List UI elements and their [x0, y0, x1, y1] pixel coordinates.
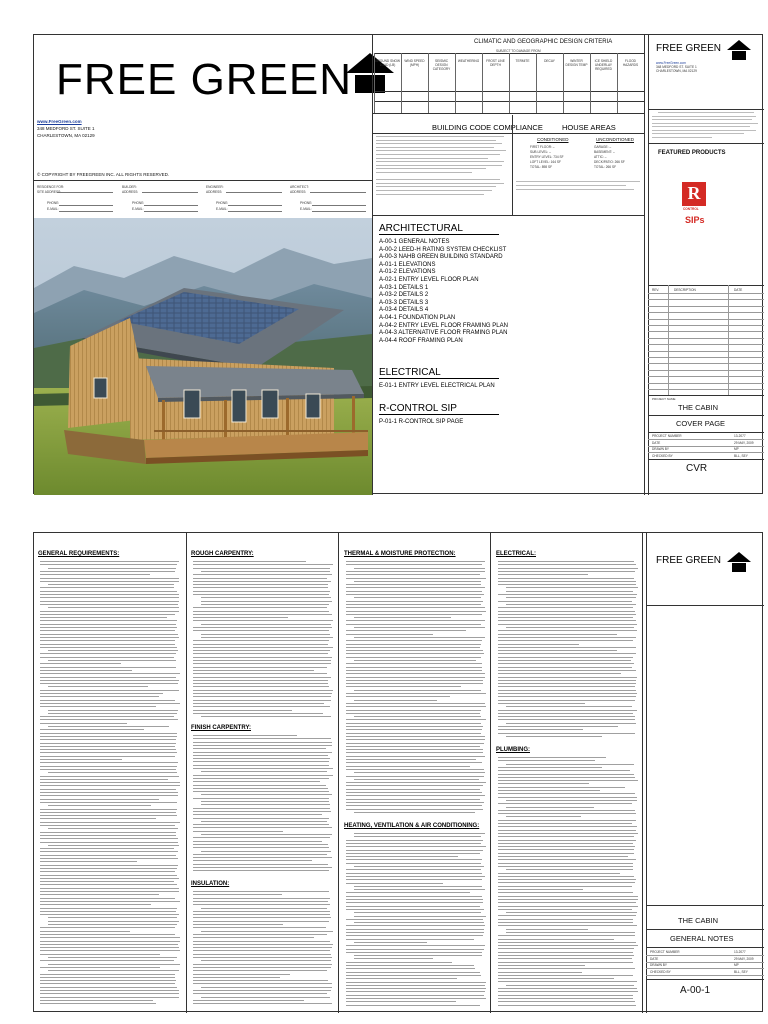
contact-label: ENGINEER: — [206, 185, 224, 189]
conditioned-row: SUB LEVEL: – — [530, 150, 551, 154]
titleblock-brand: FREE GREEN — [656, 43, 722, 54]
titleblock-house-icon — [726, 39, 752, 61]
sheet-title: COVER PAGE — [676, 419, 726, 428]
general-requirements-title: GENERAL REQUIREMENTS: — [38, 551, 120, 557]
climate-col-header: WINTER DESIGN TEMP — [565, 59, 588, 67]
conditioned-label: CONDITIONED — [537, 137, 569, 142]
notes-project-title: THE CABIN — [678, 916, 719, 925]
rough-carpentry-title: ROUGH CARPENTRY: — [191, 551, 254, 557]
index-item: P-01-1 R-CONTROL SIP PAGE — [379, 419, 464, 425]
meta-value: MP — [734, 963, 739, 967]
email-label: E-MAIL: — [300, 207, 312, 211]
climate-col-header: WIND SPEED (MPH) — [404, 59, 425, 67]
contact-sublabel: ADDRESS: — [290, 190, 307, 194]
rcontrol-logo: R — [682, 182, 706, 206]
phone-label: PHONE: — [300, 201, 313, 205]
contact-label: RESIDENCE FOR: — [37, 185, 65, 189]
meta-label: DATE — [650, 956, 659, 961]
meta-value: 29 MAY, 2009 — [734, 440, 754, 445]
cover-sheet: FREE GREEN www.FreeGreen.com 348 MEDFORD ST. SUITE 1 CHARLESTOWN, MA 02129 © COPYRIGHT BY FREEGREEN INC. ALL RIGHTS RESERVED. RESIDENCE FOR: SITE ADDRESS: PHONE: E-MAIL: BUILDER: ADDRESS: PHONE: E-MAIL: ENGINEER: ADDRESS: PHONE: E-MAIL: ARCHITECT: ADDRESS: PHONE: E-MAIL: CLIMATIC AND GEOGRAPHIC DESIGN CRITERIA SUBJECT TO DAMAGE FROM GROUND SNOW LOAD (LB) WIND SPEED (MPH) SEISMIC DESIGN CATEGORY WEATHERING FROST LINE DEPTH TERMITE DECAY WINTER DESIGN TEMP ICE SHIELD UNDERLAY REQUIRED FLOOD HAZARDS BUILDING CODE COMPLIANCE HOUSE AREAS CONDITIONED UNCONDITIONED FIRST FLOOR: – SUB LEVEL: – ENTRY LEVEL: 734 SF LOFT LEVEL: 164 SF TOTAL: 898 SF GARAGE: – BASEMENT: – ATTIC: – DECK/PATIO: 266 SF TOTAL: 266 SF ARCHITECTURAL A-00-1 GENERAL NOTES A-00-2 LEED-H RATING SYSTEM CHECKLIST A-00-3 NAHB GREEN BUILDING STANDARD A-01-1 ELEVATIONS A-01-2 ELEVATIONS A-02-1 ENTRY LEVEL FLOOR PLAN A-03-1 DETAILS 1 A-03-2 DETAILS 2 A-03-3 DETAILS 3 A-03-4 DETAILS 4 A-04-1 FOUNDATION PLAN A-04-2 ENTRY LEVEL FLOOR FRAMING PLAN A-04-3 ALTERNATIVE FLOOR FRAMING PLAN A-04-4 ROOF FRAMING PLAN ELECTRICAL E-01-1 ENTRY LEVEL ELECTRICAL PLAN R-CONTROL SIP P-01-1 R-CONTROL SIP PAGE FREE GREEN www.FreeGreen.com 348 MEDFORD ST. SUITE 1 CHARLESTOWN, MA 02129 FEATURED PRODUCTS R CONTROL SIPs REV. DESCRIPTION DATE PROJECT NAME THE CABIN COVER PAGE PROJECT NUMBER 13-2077 DATE 29 MAY, 2009 DRAWN BY MP CHECKED BY BLL, SEY CVR — [33, 34, 763, 494]
conditioned-row: FIRST FLOOR: – — [530, 145, 555, 149]
index-item: A-04-4 ROOF FRAMING PLAN — [379, 337, 463, 344]
phone-label: PHONE: — [47, 201, 60, 205]
index-item: A-03-4 DETAILS 4 — [379, 307, 429, 314]
climate-col-header: FLOOD HAZARDS — [622, 59, 639, 67]
meta-value: MP — [734, 447, 739, 451]
climate-col-header: ICE SHIELD UNDERLAY REQUIRED — [594, 59, 613, 71]
cabin-rendering — [34, 218, 372, 495]
notes-sheet-title: GENERAL NOTES — [670, 934, 734, 943]
index-item: A-03-3 DETAILS 3 — [379, 299, 429, 306]
contact-label: ARCHITECT: — [290, 185, 309, 189]
featured-products-label: FEATURED PRODUCTS — [658, 150, 726, 156]
index-item: E-01-1 ENTRY LEVEL ELECTRICAL PLAN — [379, 383, 495, 389]
email-label: E-MAIL: — [132, 207, 144, 211]
meta-value: 29 MAY, 2009 — [734, 956, 754, 961]
contact-label: BUILDER: — [122, 185, 137, 189]
meta-label: DRAWN BY — [650, 963, 668, 967]
email-label: E-MAIL: — [47, 207, 59, 211]
contact-sublabel: ADDRESS: — [206, 190, 223, 194]
unconditioned-row: TOTAL: 266 SF — [594, 165, 617, 169]
contact-sublabel: ADDRESS: — [122, 190, 139, 194]
project-title: THE CABIN — [678, 403, 719, 412]
climate-col-header: FROST LINE DEPTH — [486, 59, 505, 67]
thermal-title: THERMAL & MOISTURE PROTECTION: — [344, 551, 456, 557]
climate-col-header: GROUND SNOW LOAD (LB) — [375, 59, 400, 67]
notes-titleblock-house-icon — [726, 551, 752, 573]
website-link[interactable]: www.FreeGreen.com — [37, 119, 82, 124]
meta-label: PROJECT NUMBER — [652, 434, 682, 438]
notes-titleblock-brand: FREE GREEN — [656, 555, 722, 566]
climate-col-header: TERMITE — [515, 59, 530, 63]
finish-carpentry-title: FINISH CARPENTRY: — [191, 725, 251, 731]
electrical-title: ELECTRICAL: — [496, 551, 536, 557]
meta-label: DRAWN BY — [652, 447, 670, 451]
meta-value: BLL, SEY — [734, 969, 748, 974]
notes-sheet-number: A-00-1 — [680, 985, 711, 996]
hvac-title: HEATING, VENTILATION & AIR CONDITIONING: — [344, 823, 480, 829]
index-architectural-heading: ARCHITECTURAL — [379, 223, 463, 234]
index-item: A-01-2 ELEVATIONS — [379, 269, 436, 276]
building-code-title: BUILDING CODE COMPLIANCE — [432, 123, 543, 132]
index-item: A-01-1 ELEVATIONS — [379, 261, 436, 268]
plumbing-title: PLUMBING: — [496, 747, 530, 753]
house-areas-title: HOUSE AREAS — [562, 123, 616, 132]
contact-sublabel: SITE ADDRESS: — [37, 190, 62, 194]
meta-label: DATE — [652, 440, 661, 445]
index-item: A-03-2 DETAILS 2 — [379, 292, 429, 299]
meta-value: 13-2077 — [734, 434, 746, 438]
meta-value: BLL, SEY — [734, 453, 748, 458]
conditioned-row: ENTRY LEVEL: 734 SF — [530, 155, 564, 159]
climate-title: CLIMATIC AND GEOGRAPHIC DESIGN CRITERIA — [474, 39, 613, 45]
meta-label: PROJECT NUMBER — [650, 950, 680, 954]
index-item: A-04-3 ALTERNATIVE FLOOR FRAMING PLAN — [379, 330, 508, 337]
revision-col-header: DATE — [734, 288, 743, 292]
phone-label: PHONE: — [216, 201, 229, 205]
conditioned-row: LOFT LEVEL: 164 SF — [530, 160, 561, 164]
index-item: A-00-2 LEED-H RATING SYSTEM CHECKLIST — [379, 246, 507, 253]
index-item: A-02-1 ENTRY LEVEL FLOOR PLAN — [379, 277, 479, 283]
unconditioned-row: ATTIC: – — [594, 155, 607, 159]
meta-label: CHECKED BY — [650, 969, 671, 974]
subject-damage-label: SUBJECT TO DAMAGE FROM — [496, 49, 541, 53]
index-item: A-04-2 ENTRY LEVEL FLOOR FRAMING PLAN — [379, 322, 508, 329]
sips-label: SIPs — [685, 215, 705, 225]
unconditioned-label: UNCONDITIONED — [596, 137, 634, 142]
copyright-notice: © COPYRIGHT BY FREEGREEN INC. ALL RIGHTS RESERVED. — [37, 172, 170, 177]
meta-value: 13-2077 — [734, 950, 746, 954]
revision-col-header: REV. — [652, 288, 660, 292]
climate-col-header: DECAY — [544, 59, 555, 63]
unconditioned-row: DECK/PATIO: 266 SF — [594, 160, 625, 164]
email-label: E-MAIL: — [216, 207, 228, 211]
titleblock-website[interactable]: www.FreeGreen.com — [656, 61, 686, 65]
index-item: A-00-1 GENERAL NOTES — [379, 239, 450, 245]
index-item: A-04-1 FOUNDATION PLAN — [379, 315, 456, 321]
house-logo-icon — [344, 51, 396, 93]
index-item: A-03-1 DETAILS 1 — [379, 284, 429, 291]
index-electrical-heading: ELECTRICAL — [379, 367, 441, 378]
conditioned-row: TOTAL: 898 SF — [530, 165, 553, 169]
meta-label: CHECKED BY — [652, 453, 673, 458]
sheet-number: CVR — [686, 463, 708, 474]
notes-sheet — [33, 532, 763, 1012]
index-rcontrol-heading: R-CONTROL SIP — [379, 403, 457, 414]
unconditioned-row: BASEMENT: – — [594, 150, 615, 154]
address-line-1: 348 MEDFORD ST. SUITE 1 — [37, 126, 95, 131]
unconditioned-row: GARAGE: – — [594, 145, 612, 149]
climate-col-header: WEATHERING — [457, 59, 480, 63]
insulation-title: INSULATION: — [191, 881, 230, 887]
address-line-2: CHARLESTOWN, MA 02129 — [37, 133, 95, 138]
phone-label: PHONE: — [132, 201, 145, 205]
revision-col-header: DESCRIPTION — [674, 288, 696, 292]
brand-logo-text: FREE GREEN — [56, 55, 353, 104]
climate-col-header: SEISMIC DESIGN CATEGORY — [432, 59, 451, 71]
index-item: A-00-3 NAHB GREEN BUILDING STANDARD — [379, 254, 503, 261]
